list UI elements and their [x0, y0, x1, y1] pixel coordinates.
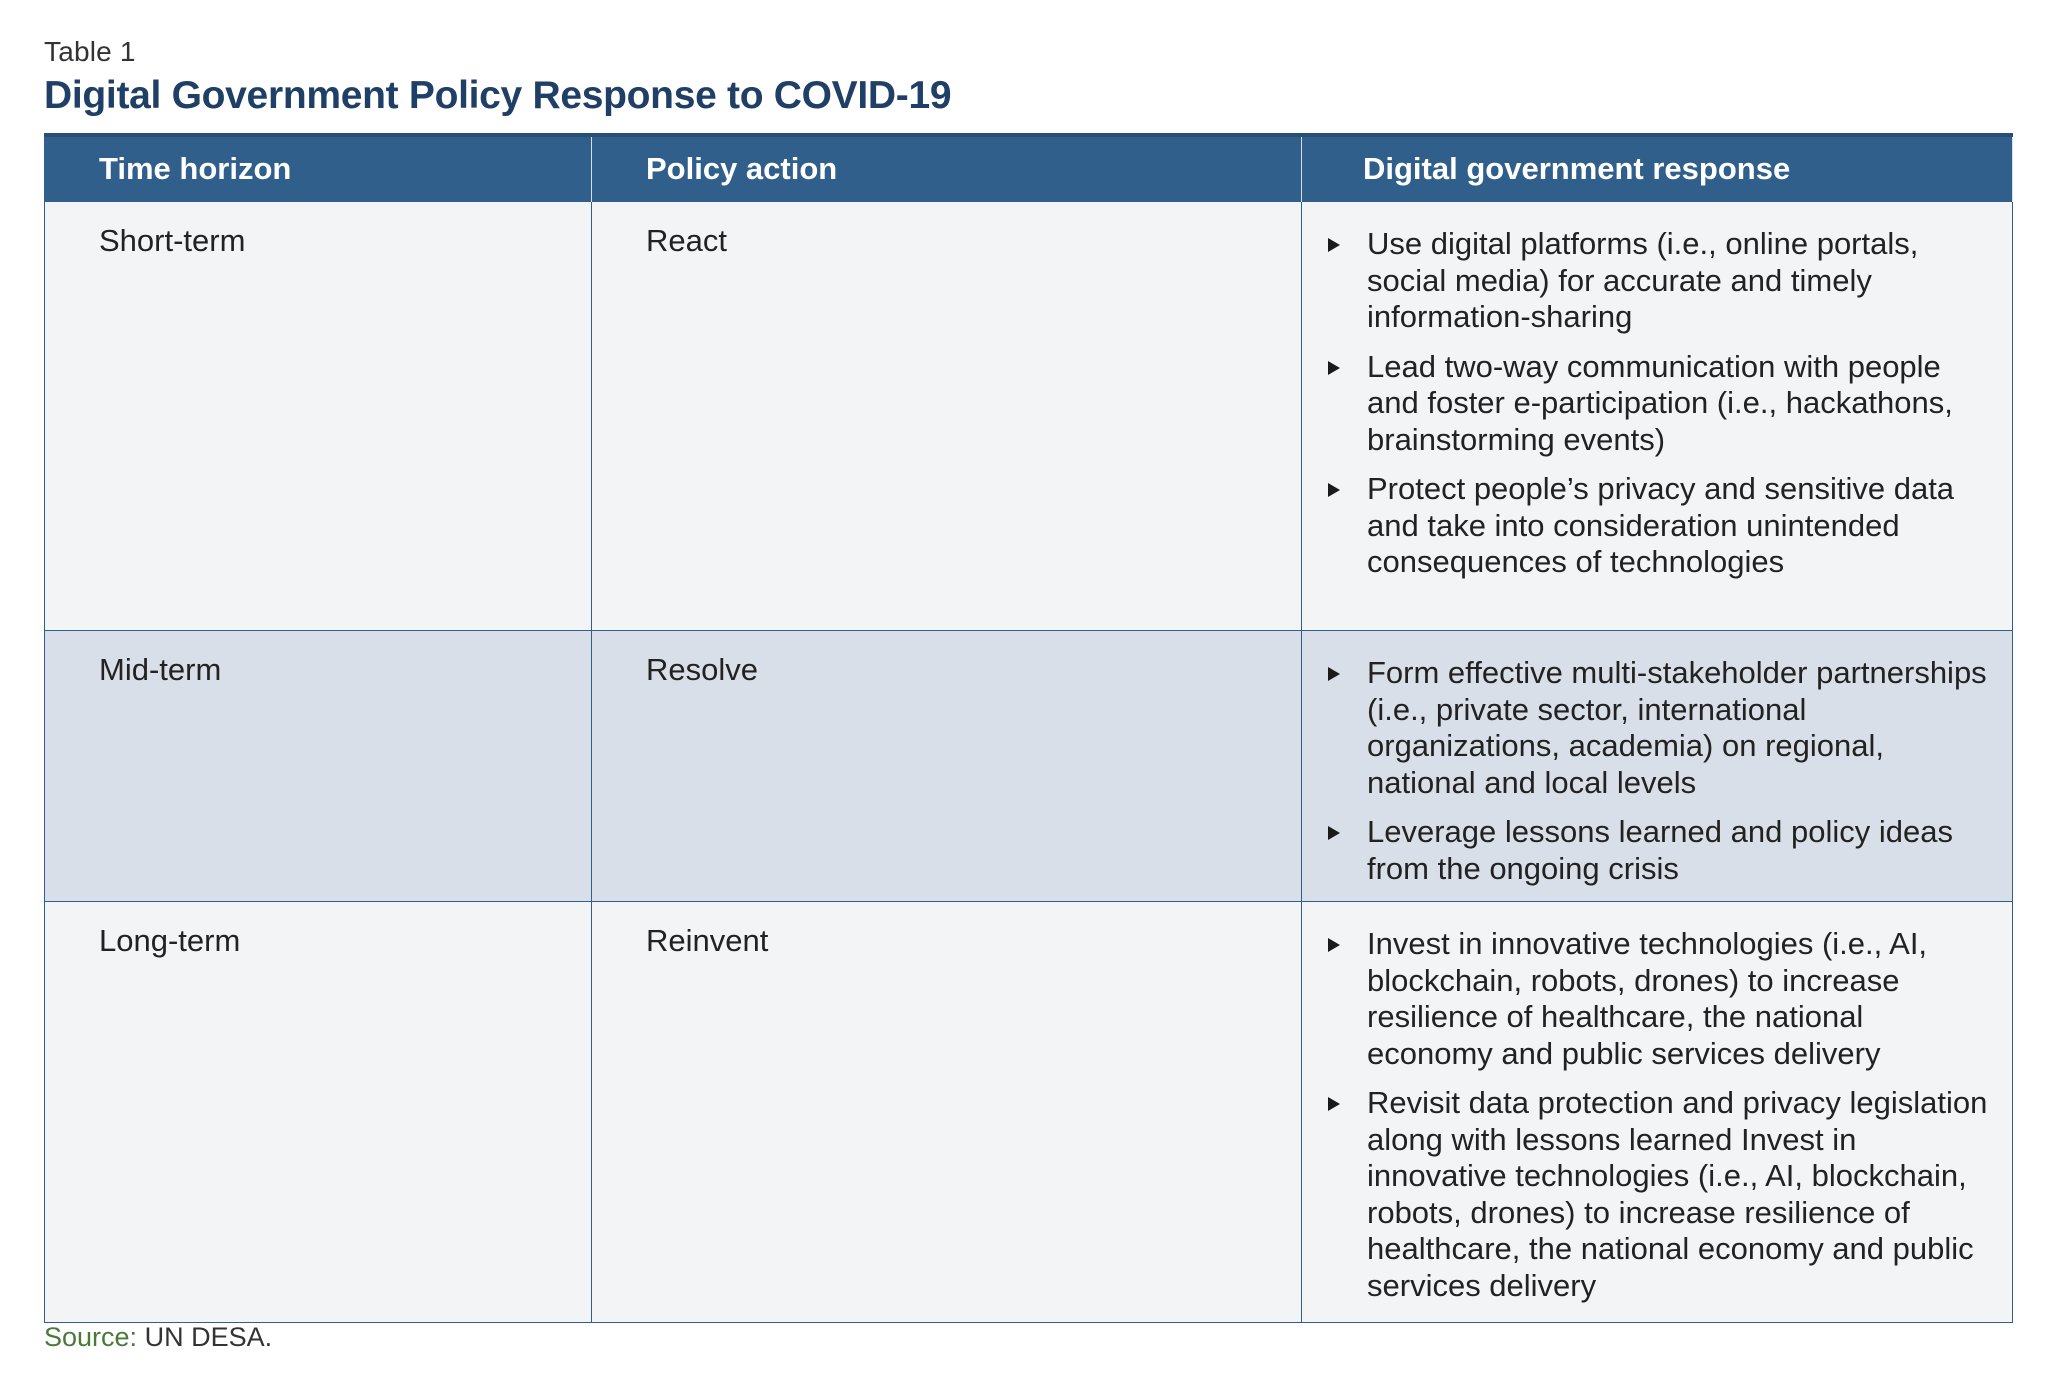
policy-response-table — [44, 133, 2013, 1323]
cell-digital-response — [1302, 202, 2013, 631]
triangle-bullet-icon — [1328, 667, 1340, 681]
time-horizon-text: Long-term — [99, 923, 241, 958]
source-note — [44, 1322, 272, 1353]
cell-policy-action — [592, 631, 1302, 902]
triangle-bullet-icon — [1328, 238, 1340, 252]
triangle-bullet-icon — [1328, 826, 1340, 840]
table-title: Digital Government Policy Response to COVID-19 — [44, 74, 952, 117]
list-item — [1326, 471, 1992, 581]
policy-action-text: Reinvent — [646, 923, 769, 958]
table-row — [45, 202, 2013, 631]
policy-action-text: React — [646, 223, 727, 258]
triangle-bullet-icon — [1328, 361, 1340, 375]
cell-time-horizon — [45, 202, 592, 631]
cell-policy-action — [592, 902, 1302, 1323]
response-text: Lead two-way communication with people and foster e-participation (i.e., hackathons, brainstorming events) — [1367, 348, 1953, 457]
triangle-bullet-icon — [1328, 483, 1340, 497]
response-list — [1302, 202, 2012, 595]
response-text: Invest in innovative technologies (i.e., AI, blockchain, robots, drones) to increase resilience of healthcare, the national economy and public services delivery — [1367, 926, 1928, 1071]
table-row — [45, 631, 2013, 902]
response-text: Revisit data protection and privacy legislation along with lessons learned Invest in innovative technologies (i.e., AI, blockchain, robots, drones) to increase resilience of healthcare, the national economy and public services delivery — [1367, 1085, 1988, 1303]
header-digital-response: Digital government response — [1302, 135, 2013, 202]
triangle-bullet-icon — [1328, 1097, 1340, 1111]
cell-time-horizon — [45, 631, 592, 902]
cell-policy-action — [592, 202, 1302, 631]
triangle-bullet-icon — [1328, 938, 1340, 952]
response-list — [1302, 631, 2012, 901]
list-item — [1326, 349, 1992, 459]
response-text: Protect people’s privacy and sensitive data and take into consideration unintended consequences of technologies — [1367, 471, 1955, 579]
response-text: Use digital platforms (i.e., online portals, social media) for accurate and timely information-sharing — [1367, 226, 1919, 334]
list-item — [1326, 655, 1992, 801]
response-text: Form effective multi-stakeholder partnerships (i.e., private sector, international organizations, academia) on regional, national and local levels — [1367, 655, 1987, 800]
list-item — [1326, 814, 1992, 887]
list-item — [1326, 226, 1992, 336]
time-horizon-text: Mid-term — [99, 652, 222, 687]
header-time-horizon: Time horizon — [45, 135, 592, 202]
source-label: Source: — [44, 1322, 138, 1352]
source-text: UN DESA. — [144, 1322, 273, 1352]
list-item — [1326, 1085, 1992, 1304]
header-policy-action: Policy action — [592, 135, 1302, 202]
response-list — [1302, 902, 2012, 1318]
policy-action-text: Resolve — [646, 652, 758, 687]
time-horizon-text: Short-term — [99, 223, 246, 258]
cell-digital-response — [1302, 902, 2013, 1323]
table-row — [45, 902, 2013, 1323]
header-row — [45, 135, 2013, 202]
table-label: Table 1 — [44, 36, 136, 67]
cell-digital-response — [1302, 631, 2013, 902]
list-item — [1326, 926, 1992, 1072]
cell-time-horizon — [45, 902, 592, 1323]
response-text: Leverage lessons learned and policy ideas from the ongoing crisis — [1367, 814, 1953, 886]
